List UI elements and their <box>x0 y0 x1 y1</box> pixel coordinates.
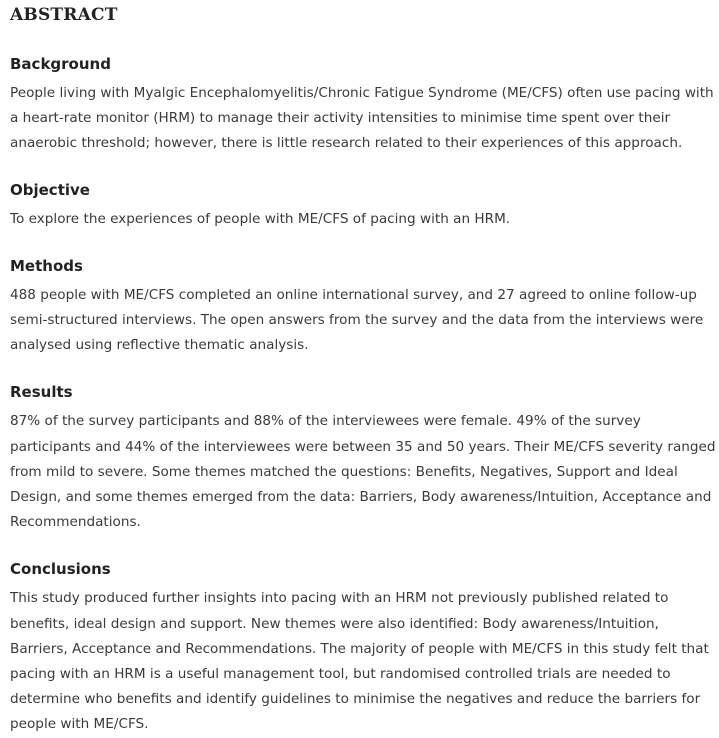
abstract-container <box>10 0 719 738</box>
section-background <box>10 53 719 157</box>
section-body-conclusions: This study produced further insights into pacing with an HRM not previously published related to benefits, ideal design and support. New themes were also identified: Body awareness/Intuition, Barriers, Acceptance and Recommendations. The majority of people with ME/CFS in this study felt that pacing with an HRM is a useful management tool, but randomised controlled trials are needed to determine who benefits and identify guidelines to minimise the negatives and reduce the barriers for people with ME/CFS. <box>10 590 709 733</box>
section-results <box>10 381 719 535</box>
section-heading-objective: Objective <box>10 180 90 199</box>
section-heading-methods: Methods <box>10 256 83 275</box>
section-body-results: 87% of the survey participants and 88% of the interviewees were female. 49% of the survey participants and 44% of the interviewees were between 35 and 50 years. Their ME/CFS severity ranged from mild to severe. Some themes matched the questions: Benefits, Negatives, Support and Ideal Design, and some themes emerged from the data: Barriers, Body awareness/Intuition, Acceptance and Recommendations. <box>10 413 716 531</box>
abstract-title: ABSTRACT <box>10 5 118 25</box>
section-objective <box>10 179 719 232</box>
section-heading-results: Results <box>10 383 73 402</box>
section-heading-conclusions: Conclusions <box>10 560 111 579</box>
section-methods <box>10 255 719 359</box>
section-body-methods: 488 people with ME/CFS completed an online international survey, and 27 agreed to online follow-up semi-structured interviews. The open answers from the survey and the data from the interviews were analysed using reflective thematic analysis. <box>10 286 704 354</box>
section-conclusions <box>10 558 719 737</box>
section-body-background: People living with Myalgic Encephalomyelitis/Chronic Fatigue Syndrome (ME/CFS) often use pacing with a heart-rate monitor (HRM) to manage their activity intensities to minimise time spent over their anaerobic threshold; however, there is little research related to their experiences of this approach. <box>10 85 714 152</box>
section-body-objective: To explore the experiences of people with ME/CFS of pacing with an HRM. <box>10 210 511 227</box>
section-heading-background: Background <box>10 55 111 73</box>
